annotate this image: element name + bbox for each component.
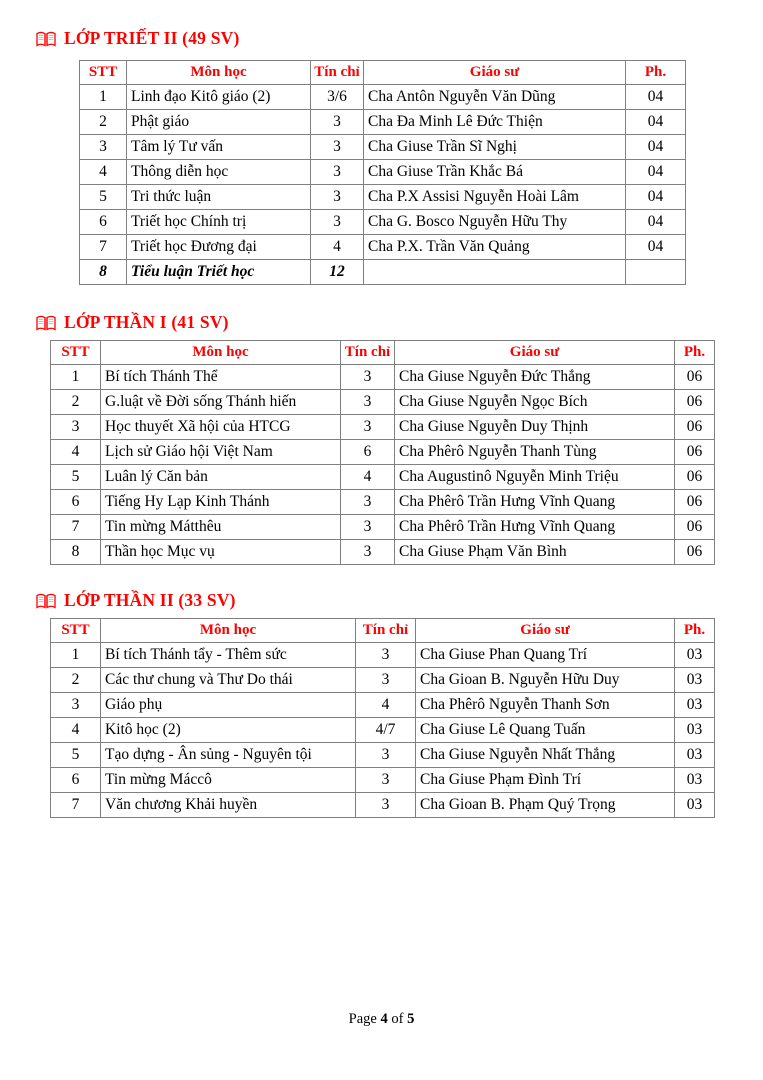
section-heading xyxy=(0,28,763,49)
cell-stt: 2 xyxy=(51,668,101,693)
table-row xyxy=(51,365,715,390)
column-header-gs: Giáo sư xyxy=(364,61,626,85)
class-section-2 xyxy=(0,312,763,561)
cell-ph: 04 xyxy=(626,85,686,110)
cell-ph: 06 xyxy=(675,490,715,515)
cell-gs: Cha Antôn Nguyễn Văn Dũng xyxy=(364,85,626,110)
table-row xyxy=(51,643,715,668)
cell-gs: Cha Giuse Phạm Đình Trí xyxy=(416,768,675,793)
cell-gs xyxy=(364,260,626,285)
open-book-icon xyxy=(36,315,56,331)
cell-stt: 8 xyxy=(80,260,127,285)
cell-tin: 3 xyxy=(311,210,364,235)
cell-mon: Tâm lý Tư vấn xyxy=(127,135,311,160)
cell-ph: 03 xyxy=(675,743,715,768)
table-row xyxy=(80,135,686,160)
cell-mon: Kitô học (2) xyxy=(101,718,356,743)
cell-stt: 5 xyxy=(51,743,101,768)
cell-ph: 04 xyxy=(626,210,686,235)
column-header-ph: Ph. xyxy=(675,341,715,365)
cell-tin: 3 xyxy=(356,743,416,768)
cell-ph: 06 xyxy=(675,390,715,415)
table-row xyxy=(51,768,715,793)
column-header-ph: Ph. xyxy=(626,61,686,85)
footer-middle: of xyxy=(387,1011,408,1027)
cell-mon: Thông diễn học xyxy=(127,160,311,185)
table-row xyxy=(80,110,686,135)
table-row xyxy=(51,490,715,515)
cell-gs: Cha G. Bosco Nguyễn Hữu Thy xyxy=(364,210,626,235)
cell-stt: 8 xyxy=(51,540,101,565)
cell-mon: Thần học Mục vụ xyxy=(101,540,341,565)
cell-gs: Cha Augustinô Nguyễn Minh Triệu xyxy=(395,465,675,490)
cell-tin: 3 xyxy=(311,160,364,185)
cell-stt: 7 xyxy=(80,235,127,260)
table-header-row xyxy=(51,619,715,643)
cell-tin: 3 xyxy=(341,540,395,565)
open-book-icon xyxy=(36,593,56,609)
cell-mon: Học thuyết Xã hội của HTCG xyxy=(101,415,341,440)
cell-tin: 3 xyxy=(341,515,395,540)
cell-ph: 03 xyxy=(675,693,715,718)
cell-gs: Cha Giuse Phan Quang Trí xyxy=(416,643,675,668)
cell-mon: Linh đạo Kitô giáo (2) xyxy=(127,85,311,110)
cell-stt: 4 xyxy=(80,160,127,185)
cell-ph: 06 xyxy=(675,465,715,490)
column-header-stt: STT xyxy=(51,619,101,643)
cell-tin: 3 xyxy=(311,110,364,135)
section-heading xyxy=(0,312,763,333)
table-row xyxy=(51,465,715,490)
table-row xyxy=(80,210,686,235)
cell-ph: 06 xyxy=(675,415,715,440)
cell-gs: Cha Giuse Phạm Văn Bình xyxy=(395,540,675,565)
class-section-1 xyxy=(0,28,763,281)
table-row xyxy=(51,440,715,465)
cell-ph: 06 xyxy=(675,515,715,540)
table-row xyxy=(51,693,715,718)
cell-stt: 3 xyxy=(80,135,127,160)
cell-ph: 04 xyxy=(626,160,686,185)
cell-mon: Triết học Chính trị xyxy=(127,210,311,235)
cell-mon: Triết học Đương đại xyxy=(127,235,311,260)
cell-stt: 4 xyxy=(51,440,101,465)
cell-stt: 6 xyxy=(51,490,101,515)
cell-stt: 1 xyxy=(80,85,127,110)
cell-stt: 3 xyxy=(51,415,101,440)
cell-tin: 3 xyxy=(356,668,416,693)
cell-mon: Tạo dựng - Ân sủng - Nguyên tội xyxy=(101,743,356,768)
table-row xyxy=(51,415,715,440)
open-book-icon xyxy=(36,31,56,47)
column-header-mon: Môn học xyxy=(101,619,356,643)
cell-gs: Cha Giuse Nguyễn Đức Thắng xyxy=(395,365,675,390)
cell-stt: 7 xyxy=(51,515,101,540)
cell-ph: 03 xyxy=(675,718,715,743)
table-row xyxy=(80,85,686,110)
table-row xyxy=(80,235,686,260)
column-header-mon: Môn học xyxy=(127,61,311,85)
table-row xyxy=(80,260,686,285)
cell-tin: 4 xyxy=(356,693,416,718)
page-footer xyxy=(0,1011,763,1028)
cell-mon: Tin mừng Mátthêu xyxy=(101,515,341,540)
cell-stt: 2 xyxy=(51,390,101,415)
cell-gs: Cha Phêrô Trần Hưng Vĩnh Quang xyxy=(395,515,675,540)
column-header-stt: STT xyxy=(51,341,101,365)
cell-gs: Cha Phêrô Nguyễn Thanh Sơn xyxy=(416,693,675,718)
cell-mon: Tiếng Hy Lạp Kinh Thánh xyxy=(101,490,341,515)
table-row xyxy=(51,668,715,693)
cell-ph: 03 xyxy=(675,768,715,793)
cell-gs: Cha Đa Minh Lê Đức Thiện xyxy=(364,110,626,135)
cell-gs: Cha Phêrô Nguyễn Thanh Tùng xyxy=(395,440,675,465)
cell-stt: 2 xyxy=(80,110,127,135)
cell-ph: 03 xyxy=(675,643,715,668)
cell-tin: 3/6 xyxy=(311,85,364,110)
cell-tin: 3 xyxy=(341,365,395,390)
cell-stt: 5 xyxy=(80,185,127,210)
cell-stt: 6 xyxy=(51,768,101,793)
column-header-gs: Giáo sư xyxy=(395,341,675,365)
table-row xyxy=(51,743,715,768)
section-title-text: LỚP TRIẾT II (49 SV) xyxy=(64,28,240,48)
cell-mon: Phật giáo xyxy=(127,110,311,135)
cell-tin: 6 xyxy=(341,440,395,465)
cell-stt: 1 xyxy=(51,365,101,390)
cell-mon: Bí tích Thánh Thể xyxy=(101,365,341,390)
cell-gs: Cha P.X Assisi Nguyễn Hoài Lâm xyxy=(364,185,626,210)
column-header-mon: Môn học xyxy=(101,341,341,365)
cell-gs: Cha Giuse Trần Sĩ Nghị xyxy=(364,135,626,160)
cell-tin: 4 xyxy=(341,465,395,490)
table-row xyxy=(51,540,715,565)
footer-current-page: 4 xyxy=(380,1011,388,1027)
table-row xyxy=(51,718,715,743)
cell-mon: G.luật về Đời sống Thánh hiến xyxy=(101,390,341,415)
course-table xyxy=(79,60,686,285)
column-header-stt: STT xyxy=(80,61,127,85)
table-header-row xyxy=(51,341,715,365)
cell-mon: Luân lý Căn bản xyxy=(101,465,341,490)
cell-mon: Tri thức luận xyxy=(127,185,311,210)
cell-ph: 06 xyxy=(675,365,715,390)
column-header-tin: Tín chỉ xyxy=(356,619,416,643)
column-header-gs: Giáo sư xyxy=(416,619,675,643)
cell-mon: Giáo phụ xyxy=(101,693,356,718)
column-header-tin: Tín chỉ xyxy=(311,61,364,85)
section-title-text: LỚP THẦN II (33 SV) xyxy=(64,590,236,610)
cell-stt: 4 xyxy=(51,718,101,743)
cell-mon: Văn chương Khải huyền xyxy=(101,793,356,818)
cell-mon: Tin mừng Máccô xyxy=(101,768,356,793)
table-row xyxy=(51,793,715,818)
cell-stt: 6 xyxy=(80,210,127,235)
cell-tin: 3 xyxy=(341,490,395,515)
cell-ph: 04 xyxy=(626,185,686,210)
cell-gs: Cha Giuse Nguyễn Ngọc Bích xyxy=(395,390,675,415)
cell-gs: Cha Giuse Trần Khắc Bá xyxy=(364,160,626,185)
cell-stt: 5 xyxy=(51,465,101,490)
table-header-row xyxy=(80,61,686,85)
cell-gs: Cha Giuse Nguyễn Nhất Thắng xyxy=(416,743,675,768)
class-section-3 xyxy=(0,590,763,814)
cell-tin: 3 xyxy=(356,768,416,793)
cell-mon: Bí tích Thánh tẩy - Thêm sức xyxy=(101,643,356,668)
table-row xyxy=(80,185,686,210)
cell-ph: 03 xyxy=(675,793,715,818)
cell-gs: Cha Giuse Lê Quang Tuấn xyxy=(416,718,675,743)
cell-tin: 3 xyxy=(356,643,416,668)
cell-ph: 04 xyxy=(626,235,686,260)
cell-ph: 06 xyxy=(675,440,715,465)
cell-mon: Lịch sử Giáo hội Việt Nam xyxy=(101,440,341,465)
section-heading xyxy=(0,590,763,611)
cell-tin: 12 xyxy=(311,260,364,285)
cell-gs: Cha Phêrô Trần Hưng Vĩnh Quang xyxy=(395,490,675,515)
table-row xyxy=(51,390,715,415)
footer-prefix: Page xyxy=(348,1011,381,1027)
footer-total-pages: 5 xyxy=(407,1011,415,1027)
cell-tin: 3 xyxy=(341,390,395,415)
cell-gs: Cha Giuse Nguyễn Duy Thịnh xyxy=(395,415,675,440)
cell-tin: 3 xyxy=(311,135,364,160)
cell-stt: 7 xyxy=(51,793,101,818)
column-header-tin: Tín chỉ xyxy=(341,341,395,365)
cell-tin: 4 xyxy=(311,235,364,260)
cell-tin: 3 xyxy=(356,793,416,818)
cell-gs: Cha Gioan B. Phạm Quý Trọng xyxy=(416,793,675,818)
cell-gs: Cha P.X. Trần Văn Quảng xyxy=(364,235,626,260)
course-table xyxy=(50,340,715,565)
table-row xyxy=(80,160,686,185)
cell-mon: Các thư chung và Thư Do thái xyxy=(101,668,356,693)
table-row xyxy=(51,515,715,540)
cell-ph: 04 xyxy=(626,110,686,135)
cell-stt: 1 xyxy=(51,643,101,668)
column-header-ph: Ph. xyxy=(675,619,715,643)
cell-ph: 06 xyxy=(675,540,715,565)
cell-stt: 3 xyxy=(51,693,101,718)
cell-tin: 3 xyxy=(341,415,395,440)
course-table xyxy=(50,618,715,818)
cell-gs: Cha Gioan B. Nguyễn Hữu Duy xyxy=(416,668,675,693)
cell-tin: 3 xyxy=(311,185,364,210)
cell-mon: Tiểu luận Triết học xyxy=(127,260,311,285)
cell-ph: 04 xyxy=(626,135,686,160)
cell-ph xyxy=(626,260,686,285)
section-title-text: LỚP THẦN I (41 SV) xyxy=(64,312,229,332)
cell-ph: 03 xyxy=(675,668,715,693)
cell-tin: 4/7 xyxy=(356,718,416,743)
